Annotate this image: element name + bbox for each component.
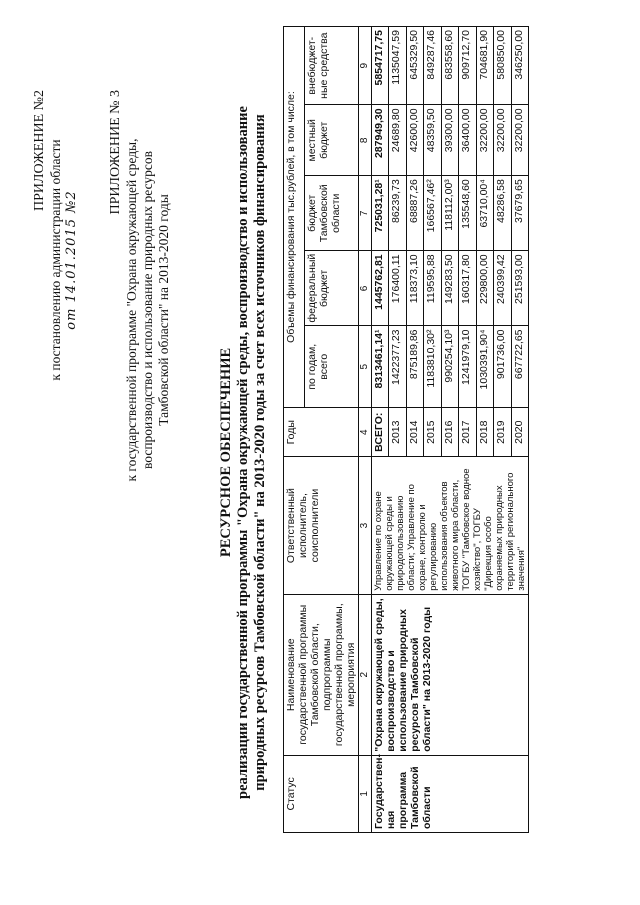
title-heading: РЕСУРСНОЕ ОБЕСПЕЧЕНИЕ: [218, 347, 234, 558]
regional-cell: 725031,28¹: [372, 176, 389, 251]
regional-cell: 135548,60: [459, 176, 476, 251]
federal-cell: 149283,50: [441, 251, 458, 326]
total-cell: 1030391,90⁴: [476, 326, 493, 408]
year-cell: 2015: [424, 408, 441, 457]
local-cell: 39300,00: [441, 105, 458, 176]
federal-cell: 160317,80: [459, 251, 476, 326]
appendix-3-title: ПРИЛОЖЕНИЕ № 3: [108, 90, 123, 215]
local-cell: 287949,30: [372, 105, 389, 176]
year-cell: 2020: [511, 408, 529, 457]
col-index: 8: [359, 105, 372, 176]
header-years: Годы: [284, 408, 359, 457]
appendix-3-line: Тамбовской области" на 2013-2020 годы: [156, 194, 171, 426]
col-index: 6: [359, 251, 372, 326]
header-status: Статус: [284, 755, 359, 832]
header-local: местный бюджет: [304, 105, 358, 176]
federal-cell: 119595,88: [424, 251, 441, 326]
total-cell: 8313461,14¹: [372, 326, 389, 408]
col-index: 1: [359, 755, 372, 832]
header-regional: бюджет Тамбовской области: [304, 176, 358, 251]
offbudget-cell: 346250,00: [511, 27, 529, 105]
col-index: 2: [359, 594, 372, 755]
local-cell: 32200,00: [511, 105, 529, 176]
year-cell: 2017: [459, 408, 476, 457]
local-cell: 32200,00: [494, 105, 511, 176]
table-row: [372, 27, 389, 833]
col-index: 7: [359, 176, 372, 251]
header-federal: федеральный бюджет: [304, 251, 358, 326]
header-name: Наименование государственной программы Тамбовской области, подпрограммы государственной программы, мероприятия: [284, 594, 359, 755]
program-name-cell: "Охрана окружающей среды, воспроизводство и использование природных ресурсов Тамбовской области" на 2013-2020 годы: [372, 594, 529, 755]
header-total: по годам, всего: [304, 326, 358, 408]
year-cell: 2014: [406, 408, 423, 457]
year-cell: 2018: [476, 408, 493, 457]
offbudget-cell: 849287,46: [424, 27, 441, 105]
title-line: природных ресурсов Тамбовской области" на 2013-2020 годы за счет всех источников финансирования: [252, 114, 268, 791]
local-cell: 42600,00: [406, 105, 423, 176]
offbudget-cell: 5854717,75: [372, 27, 389, 105]
federal-cell: 1445762,81: [372, 251, 389, 326]
year-cell: 2013: [389, 408, 406, 457]
funding-table: [283, 26, 529, 833]
appendix-2-title: ПРИЛОЖЕНИЕ №2: [32, 90, 47, 211]
appendix-3-header: [108, 90, 172, 530]
regional-cell: 86239,73: [389, 176, 406, 251]
total-cell: 1422377,23: [389, 326, 406, 408]
total-cell: 667722,65: [511, 326, 529, 408]
total-cell: 1183810,30²: [424, 326, 441, 408]
appendix-3-line: воспроизводство и использование природных ресурсов: [140, 150, 155, 470]
header-offbudget: внебюджет-ные средства: [304, 27, 358, 105]
regional-cell: 68887,26: [406, 176, 423, 251]
total-cell: 1241979,10: [459, 326, 476, 408]
appendix-2-header: [32, 90, 80, 430]
appendix-3-line: к государственной программе "Охрана окружающей среды,: [124, 138, 139, 482]
offbudget-cell: 1135047,59: [389, 27, 406, 105]
col-index: 3: [359, 457, 372, 594]
federal-cell: 118373,10: [406, 251, 423, 326]
col-index: 5: [359, 326, 372, 408]
header-executor: Ответственный исполнитель, соисполнители: [284, 457, 359, 594]
total-cell: 901736,00: [494, 326, 511, 408]
year-cell: 2016: [441, 408, 458, 457]
offbudget-cell: 580850,00: [494, 27, 511, 105]
col-index: 4: [359, 408, 372, 457]
local-cell: 48359,50: [424, 105, 441, 176]
federal-cell: 251593,00: [511, 251, 529, 326]
federal-cell: 229800,00: [476, 251, 493, 326]
header-volumes: Объемы финансирования тыс.рублей, в том числе:: [284, 27, 305, 408]
appendix-2-decree: к постановлению администрации области: [48, 139, 63, 381]
regional-cell: 118112,00³: [441, 176, 458, 251]
local-cell: 36400,00: [459, 105, 476, 176]
offbudget-cell: 704681,90: [476, 27, 493, 105]
year-cell: ВСЕГО:: [372, 408, 389, 457]
offbudget-cell: 645329,50: [406, 27, 423, 105]
regional-cell: 166567,46²: [424, 176, 441, 251]
federal-cell: 240399,42: [494, 251, 511, 326]
total-cell: 990254,10³: [441, 326, 458, 408]
regional-cell: 37679,65: [511, 176, 529, 251]
offbudget-cell: 683558,60: [441, 27, 458, 105]
col-index: 9: [359, 27, 372, 105]
executors-cell: Управление по охране окружающей среды и природопользованию области; Управление по охране, контролю и регулированию использования объектов животного мира области, ТОГБУ "Тамбовское водное хозяйство", ТОГБУ "Дирекция особо охраняемых природных территорий регионального значения": [372, 457, 529, 594]
total-cell: 875189,86: [406, 326, 423, 408]
local-cell: 32200,00: [476, 105, 493, 176]
regional-cell: 63710,00⁴: [476, 176, 493, 251]
document-title: [218, 0, 269, 905]
local-cell: 24689,80: [389, 105, 406, 176]
offbudget-cell: 909712,70: [459, 27, 476, 105]
federal-cell: 176400,11: [389, 251, 406, 326]
title-line: реализации государственной программы "Охрана окружающей среды, воспроизводство и использование: [235, 106, 251, 799]
regional-cell: 48286,58: [494, 176, 511, 251]
appendix-2-handwritten-date: от 14.01.2015 №2: [64, 190, 79, 330]
year-cell: 2019: [494, 408, 511, 457]
status-cell: Государствен-ная программа Тамбовской области: [372, 755, 529, 832]
